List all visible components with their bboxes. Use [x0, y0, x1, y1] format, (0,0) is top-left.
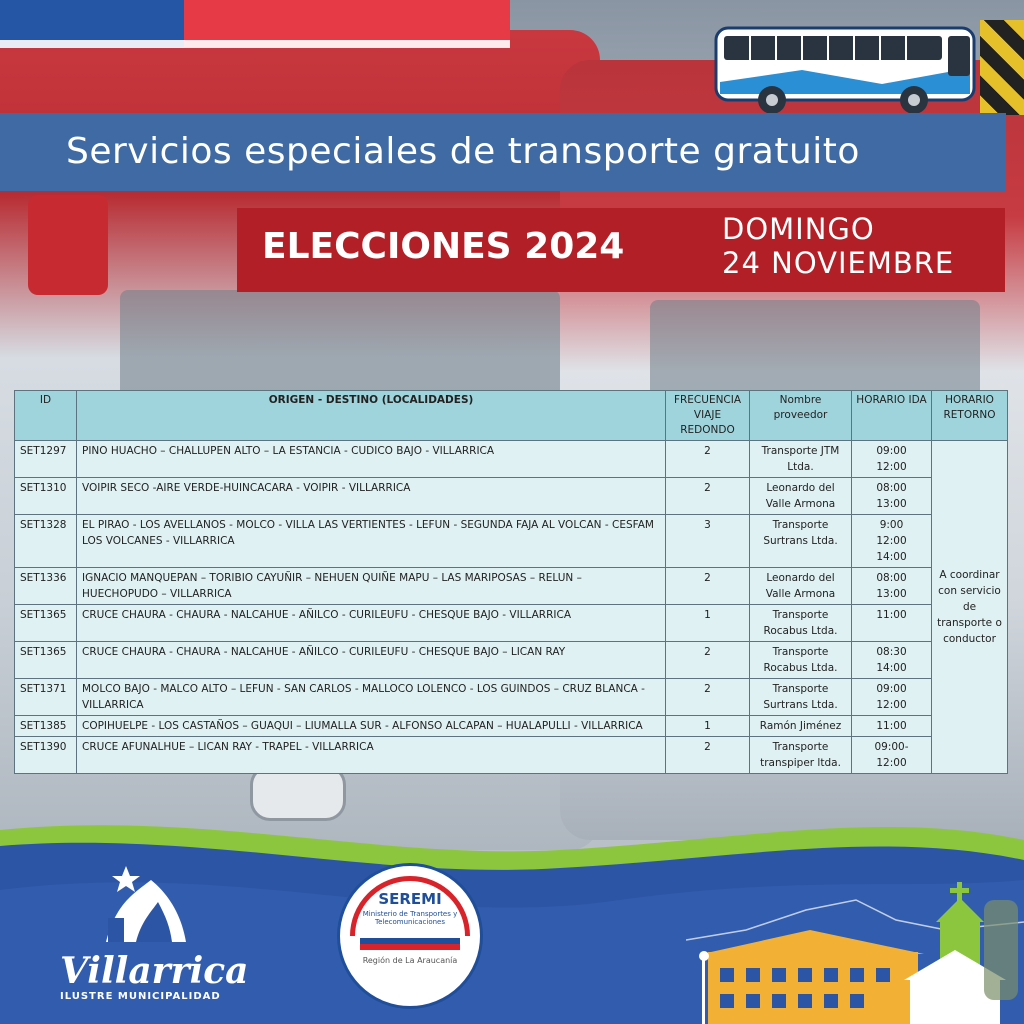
event-title: ELECCIONES 2024	[262, 226, 625, 267]
cell-id: SET1365	[15, 605, 77, 642]
cell-frequency: 1	[666, 605, 750, 642]
cell-frequency: 2	[666, 568, 750, 605]
header-frequency: FRECUENCIA VIAJE REDONDO	[666, 391, 750, 441]
cell-route: COPIHUELPE - LOS CASTAÑOS – GUAQUI – LIUMALLA SUR - ALFONSO ALCAPAN – HUALAPULLI - VILLARRICA	[77, 716, 666, 737]
cell-provider: Transporte Rocabus Ltda.	[750, 642, 852, 679]
cell-route: IGNACIO MANQUEPAN – TORIBIO CAYUÑIR – NEHUEN QUIÑE MAPU – LAS MARIPOSAS – RELUN – HUECHOPUDO – VILLARRICA	[77, 568, 666, 605]
cell-frequency: 3	[666, 515, 750, 568]
seremi-title: SEREMI	[378, 890, 442, 908]
cell-id: SET1328	[15, 515, 77, 568]
cell-id: SET1371	[15, 679, 77, 716]
cell-id: SET1297	[15, 441, 77, 478]
cell-provider: Leonardo del Valle Armona	[750, 478, 852, 515]
cell-id: SET1390	[15, 737, 77, 774]
table-row	[15, 441, 1008, 478]
mirror-left	[28, 195, 108, 295]
cell-id: SET1385	[15, 716, 77, 737]
cell-departure: 08:00 13:00	[852, 568, 932, 605]
cell-provider: Transporte JTM Ltda.	[750, 441, 852, 478]
table-row	[15, 605, 1008, 642]
header-departure: HORARIO IDA	[852, 391, 932, 441]
cell-provider: Transporte Surtrans Ltda.	[750, 515, 852, 568]
cell-provider: Transporte Rocabus Ltda.	[750, 605, 852, 642]
cell-departure: 9:00 12:00 14:00	[852, 515, 932, 568]
cell-id: SET1310	[15, 478, 77, 515]
cell-route: VOIPIR SECO -AIRE VERDE-HUINCACARA - VOIPIR - VILLARRICA	[77, 478, 666, 515]
table-row	[15, 515, 1008, 568]
cell-provider: Ramón Jiménez	[750, 716, 852, 737]
header-id: ID	[15, 391, 77, 441]
cell-frequency: 2	[666, 679, 750, 716]
seremi-subtitle: Ministerio de Transportes y Telecomunicaciones	[362, 910, 458, 926]
seremi-seal-icon	[337, 863, 483, 1009]
event-date-day: DOMINGO	[722, 212, 875, 246]
page-title: Servicios especiales de transporte gratuito	[66, 131, 860, 172]
villarrica-name: Villarrica	[60, 950, 249, 992]
cell-provider: Leonardo del Valle Armona	[750, 568, 852, 605]
table-header-row	[15, 391, 1008, 441]
cell-return-note: A coordinar con servicio de transporte o conductor	[932, 441, 1008, 774]
cell-departure: 09:00- 12:00	[852, 737, 932, 774]
table-row	[15, 737, 1008, 774]
cell-route: CRUCE CHAURA - CHAURA - NALCAHUE - AÑILCO - CURILEUFU - CHESQUE BAJO - VILLARRICA	[77, 605, 666, 642]
table-row	[15, 568, 1008, 605]
header-provider: Nombre proveedor	[750, 391, 852, 441]
cell-route: MOLCO BAJO - MALCO ALTO – LEFUN - SAN CARLOS - MALLOCO LOLENCO - LOS GUINDOS – CRUZ BLANCA - VILLARRICA	[77, 679, 666, 716]
cell-route: PINO HUACHO – CHALLUPEN ALTO – LA ESTANCIA - CUDICO BAJO - VILLARRICA	[77, 441, 666, 478]
villarrica-logo-icon	[96, 862, 192, 948]
cell-route: CRUCE CHAURA - CHAURA - NALCAHUE - AÑILCO - CURILEUFU - CHESQUE BAJO – LICAN RAY	[77, 642, 666, 679]
cell-id: SET1336	[15, 568, 77, 605]
event-date-month: 24 NOVIEMBRE	[722, 246, 955, 280]
cell-departure: 09:00 12:00	[852, 441, 932, 478]
cell-departure: 11:00	[852, 605, 932, 642]
bus-window-left	[120, 290, 560, 400]
bus-window-right	[650, 300, 980, 400]
cell-provider: Transporte Surtrans Ltda.	[750, 679, 852, 716]
cell-frequency: 2	[666, 478, 750, 515]
header-route: ORIGEN - DESTINO (LOCALIDADES)	[77, 391, 666, 441]
cell-provider: Transporte transpiper ltda.	[750, 737, 852, 774]
flag-stripe-white	[0, 40, 510, 48]
table-row	[15, 642, 1008, 679]
cell-departure: 09:00 12:00	[852, 679, 932, 716]
cell-departure: 08:00 13:00	[852, 478, 932, 515]
cell-departure: 08:30 14:00	[852, 642, 932, 679]
town-silhouette-icon	[686, 880, 1024, 1024]
cell-frequency: 2	[666, 441, 750, 478]
seremi-region: Región de La Araucanía	[362, 956, 458, 965]
table-row	[15, 478, 1008, 515]
villarrica-subtitle: ILUSTRE MUNICIPALIDAD	[60, 991, 221, 1002]
cell-frequency: 2	[666, 737, 750, 774]
cell-route: CRUCE AFUNALHUE – LICAN RAY - TRAPEL - VILLARRICA	[77, 737, 666, 774]
cell-frequency: 1	[666, 716, 750, 737]
cell-frequency: 2	[666, 642, 750, 679]
services-table	[14, 390, 1008, 774]
table-row	[15, 679, 1008, 716]
cell-departure: 11:00	[852, 716, 932, 737]
stripe-hazard	[980, 20, 1024, 115]
cell-route: EL PIRAO - LOS AVELLANOS - MOLCO - VILLA LAS VERTIENTES - LEFUN - SEGUNDA FAJA AL VOLCAN - CESFAM LOS VOLCANES - VILLARRICA	[77, 515, 666, 568]
cell-id: SET1365	[15, 642, 77, 679]
bus-icon	[712, 22, 982, 118]
table-row	[15, 716, 1008, 737]
header-return: HORARIO RETORNO	[932, 391, 1008, 441]
event-date	[722, 212, 954, 280]
